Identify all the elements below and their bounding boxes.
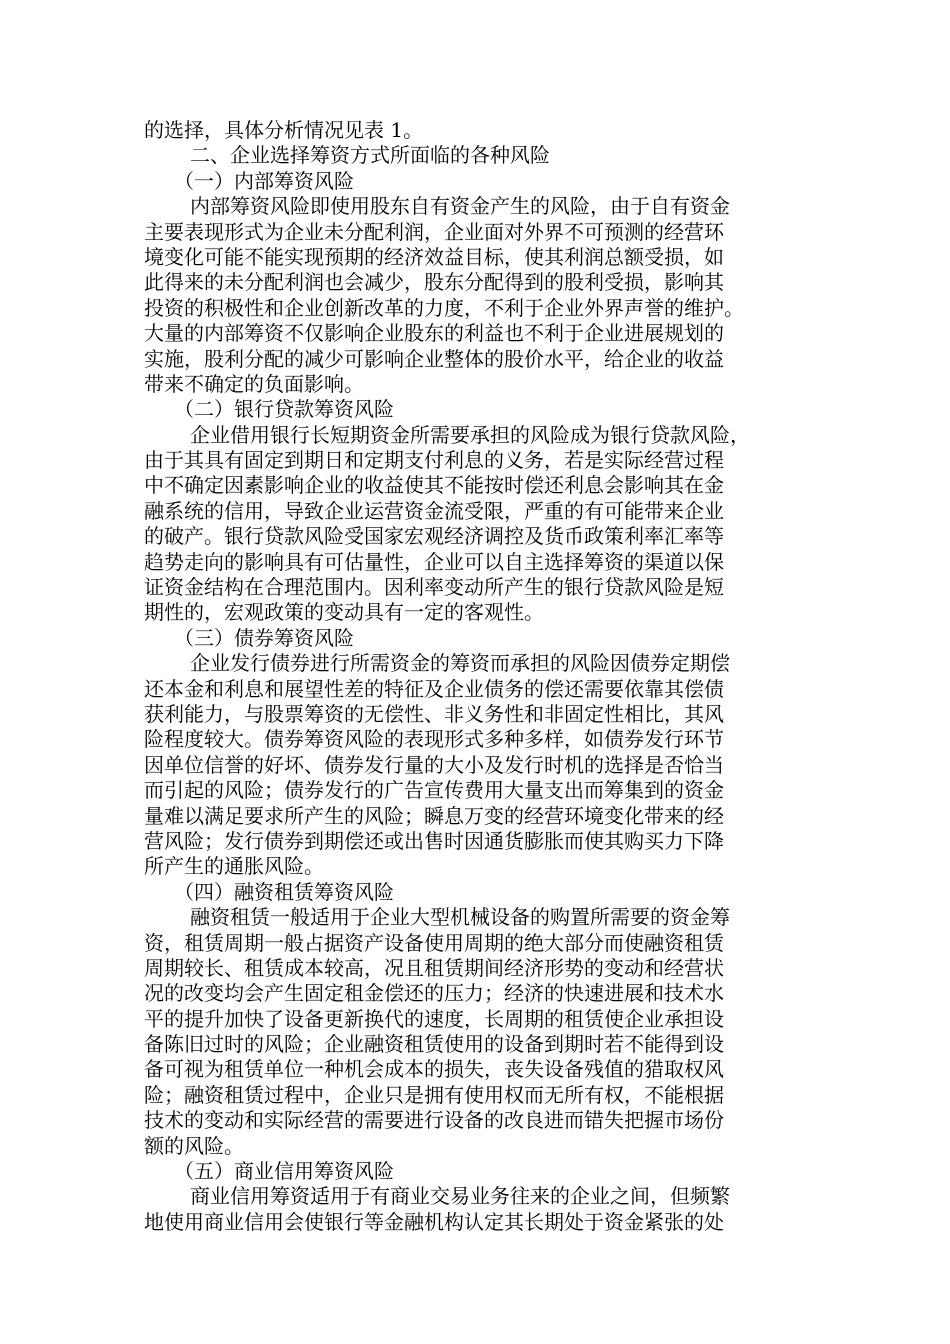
text-line: 带来不确定的负面影响。	[144, 371, 364, 396]
text-line: 投资的积极性和企业创新改革的力度，不利于企业外界声誉的维护。	[144, 295, 744, 320]
text-line: 而引起的风险；债券发行的广告宣传费用大量支出而筹集到的资金	[144, 778, 724, 803]
section-heading	[144, 1159, 806, 1184]
paragraph	[144, 194, 806, 397]
text-line: 所产生的通胀风险。	[144, 854, 324, 879]
text-line: 险；融资租赁过程中，企业只是拥有使用权而无所有权，不能根据	[144, 1082, 724, 1107]
text-line: 融资租赁一般适用于企业大型机械设备的购置所需要的资金筹	[190, 905, 730, 930]
text-line: 技术的变动和实际经营的需要进行设备的改良进而错失把握市场份	[144, 1108, 724, 1133]
text-line: 中不确定因素影响企业的收益使其不能按时偿还利息会影响其在金	[144, 473, 724, 498]
text-line: 的选择，具体分析情况见表 1。	[144, 118, 424, 142]
paragraph	[144, 1184, 806, 1235]
text-line: 况的改变均会产生固定租金偿还的压力；经济的快速进展和技术水	[144, 981, 724, 1006]
text-line: 量难以满足要求所产生的风险；瞬息万变的经营环境变化带来的经	[144, 803, 724, 828]
text-line: 周期较长、租赁成本较高，况且租赁期间经济形势的变动和经营状	[144, 955, 724, 980]
section-heading	[144, 143, 806, 168]
text-line: 营风险；发行债券到期偿还或出售时因通货膨胀而使其购买力下降	[144, 828, 724, 853]
text-line: 内部筹资风险即使用股东自有资金产生的风险，由于自有资金	[190, 194, 730, 219]
paragraph	[144, 905, 806, 1159]
text-line: 二、企业选择筹资方式所面临的各种风险	[190, 143, 550, 168]
text-line: 资，租赁周期一般占据资产设备使用周期的绝大部分而使融资租赁	[144, 930, 724, 955]
text-line: 备可视为租赁单位一种机会成本的损失，丧失设备残值的猎取权风	[144, 1057, 724, 1082]
text-line: 险程度较大。债券筹资风险的表现形式多种多样，如债券发行环节	[144, 727, 724, 752]
text-line: 地使用商业信用会使银行等金融机构认定其长期处于资金紧张的处	[144, 1209, 724, 1234]
text-line: 此得来的未分配利润也会减少，股东分配得到的股利受损，影响其	[144, 270, 724, 295]
text-line: 还本金和利息和展望性差的特征及企业债务的偿还需要依靠其偿债	[144, 676, 724, 701]
text-line: 由于其具有固定到期日和定期支付利息的义务，若是实际经营过程	[144, 448, 724, 473]
text-line: 因单位信誉的好坏、债券发行量的大小及发行时机的选择是否恰当	[144, 752, 724, 777]
text-line: （四）融资租赁筹资风险	[174, 879, 394, 904]
text-line: 企业借用银行长短期资金所需要承担的风险成为银行贷款风险，	[190, 422, 750, 447]
text-line: （三）债券筹资风险	[174, 625, 354, 650]
paragraph	[144, 651, 806, 880]
text-line: 趋势走向的影响具有可估量性，企业可以自主选择筹资的渠道以保	[144, 549, 724, 574]
paragraph	[144, 118, 806, 143]
text-line: 期性的，宏观政策的变动具有一定的客观性。	[144, 600, 544, 625]
text-line: 大量的内部筹资不仅影响企业股东的利益也不利于企业进展规划的	[144, 321, 724, 346]
text-line: 企业发行债券进行所需资金的筹资而承担的风险因债券定期偿	[190, 651, 730, 676]
text-line: 获利能力，与股票筹资的无偿性、非义务性和非固定性相比，其风	[144, 701, 724, 726]
text-line: 证资金结构在合理范围内。因利率变动所产生的银行贷款风险是短	[144, 575, 724, 600]
paragraph	[144, 423, 806, 626]
text-line: （一）内部筹资风险	[174, 168, 354, 193]
document-page	[144, 118, 806, 1235]
text-line: 备陈旧过时的风险；企业融资租赁使用的设备到期时若不能得到设	[144, 1032, 724, 1057]
text-line: （五）商业信用筹资风险	[174, 1159, 394, 1184]
section-heading	[144, 880, 806, 905]
text-line: 额的风险。	[144, 1133, 244, 1158]
text-line: 实施，股利分配的减少可影响企业整体的股价水平，给企业的收益	[144, 346, 724, 371]
text-line: （二）银行贷款筹资风险	[174, 397, 394, 422]
text-line: 融系统的信用，导致企业运营资金流受限，严重的有可能带来企业	[144, 498, 724, 523]
text-line: 主要表现形式为企业未分配利润，企业面对外界不可预测的经营环	[144, 219, 724, 244]
text-line: 商业信用筹资适用于有商业交易业务往来的企业之间，但频繁	[190, 1184, 730, 1209]
text-line: 境变化可能不能实现预期的经济效益目标，使其利润总额受损，如	[144, 244, 724, 269]
section-heading	[144, 169, 806, 194]
text-line: 的破产。银行贷款风险受国家宏观经济调控及货币政策利率汇率等	[144, 524, 724, 549]
section-heading	[144, 397, 806, 422]
section-heading	[144, 626, 806, 651]
text-line: 平的提升加快了设备更新换代的速度，长周期的租赁使企业承担设	[144, 1006, 724, 1031]
